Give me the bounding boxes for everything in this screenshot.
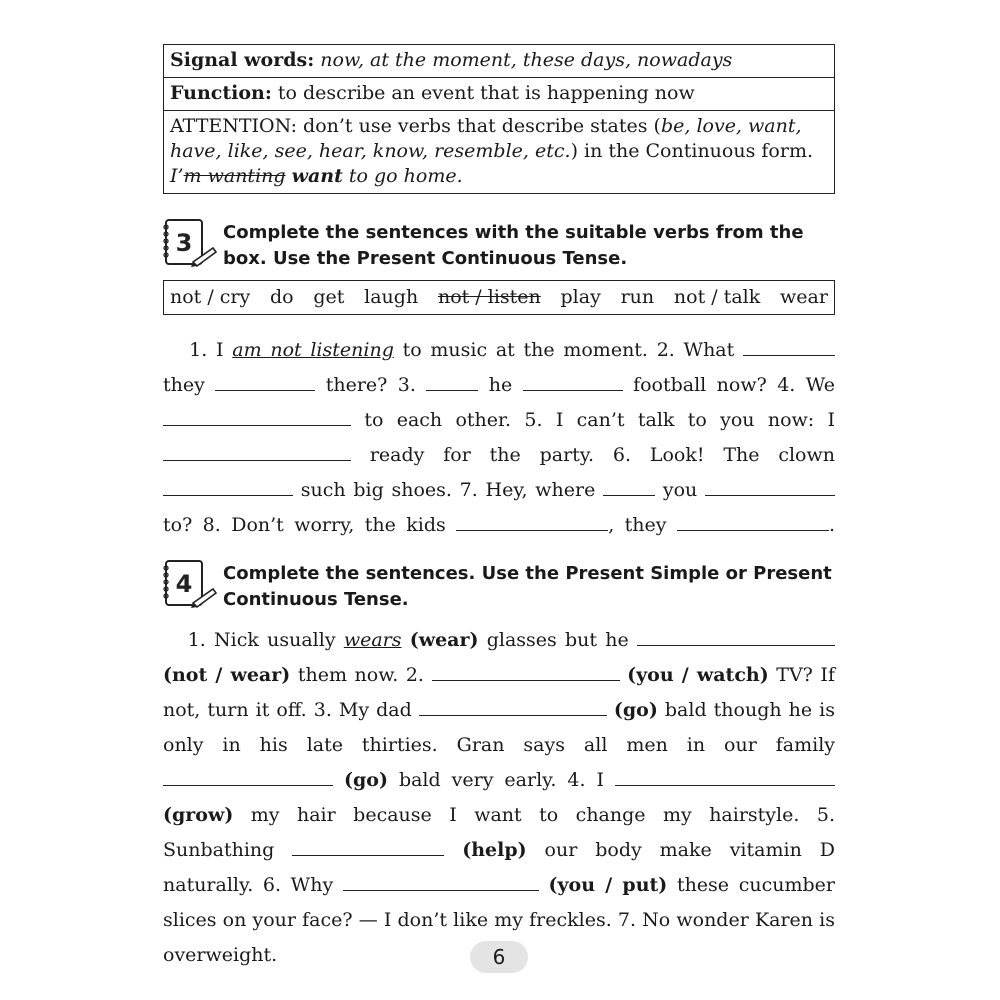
- signal-words: now, at the moment, these days, nowadays: [320, 49, 733, 71]
- verb-prompt: (you / put): [548, 874, 668, 896]
- verb-prompt: (go): [344, 769, 388, 791]
- verb-prompt: (not / wear): [163, 664, 291, 686]
- answer-blank[interactable]: [163, 477, 293, 496]
- word-box-item: play: [560, 286, 601, 308]
- attention-row: [164, 110, 834, 193]
- example-correct: want: [291, 165, 343, 187]
- example-struck: m wanting: [183, 165, 286, 187]
- function-label: Function:: [170, 82, 272, 104]
- answer-blank[interactable]: [523, 372, 623, 391]
- sentence-text: 1. Nick usually: [187, 629, 336, 651]
- word-box-item: wear: [780, 286, 828, 308]
- word-box-item: do: [270, 286, 294, 308]
- verb-prompt: (go): [613, 699, 658, 721]
- verb-prompt: (grow): [163, 804, 234, 826]
- answer-blank[interactable]: [603, 477, 655, 496]
- exercise-3-instruction: Complete the sentences with the suitable verbs from the box. Use the Present Continuous Tense.: [223, 222, 804, 269]
- sentence-text: our body make vitamin D naturally. 6. Why: [163, 839, 835, 896]
- answer-blank[interactable]: [215, 372, 315, 391]
- exercise-4-instruction: Complete the sentences. Use the Present Simple or Present Continuous Tense.: [223, 563, 832, 610]
- sentence-text: such big shoes. 7. Hey, where: [300, 479, 596, 501]
- sentence-text: my hair because I want to change my hairstyle. 5. Sunbathing: [163, 804, 835, 861]
- signal-words-row: [164, 45, 834, 77]
- answer-blank[interactable]: [163, 442, 351, 461]
- word-box-item: laugh: [364, 286, 419, 308]
- answer-blank[interactable]: [343, 872, 539, 891]
- notebook-pencil-icon: [163, 559, 217, 611]
- exercise-3-sentences: [163, 333, 835, 543]
- sentence-text: them now. 2.: [297, 664, 424, 686]
- sentence-text: ready for the party. 6. Look! The clown: [369, 444, 835, 466]
- answer-blank[interactable]: [743, 337, 835, 356]
- answer-blank[interactable]: [637, 627, 835, 646]
- sentence-text: to? 8. Don’t worry, the kids: [163, 514, 446, 536]
- sentence-text: TV? If not, turn it off. 3. My dad: [163, 664, 835, 721]
- sentence-text: glasses but he: [486, 629, 629, 651]
- exercise-4-number: 4: [175, 570, 193, 598]
- example-answer: am not listening: [232, 339, 394, 361]
- attention-label: ATTENTION:: [170, 115, 297, 137]
- verb-prompt: (you / watch): [627, 664, 769, 686]
- example-answer: wears: [343, 629, 402, 651]
- sentence-text: there? 3.: [325, 374, 416, 396]
- function-row: [164, 77, 834, 110]
- sentence-text: he: [488, 374, 513, 396]
- answer-blank[interactable]: [426, 372, 478, 391]
- exercise-3-number: 3: [175, 229, 193, 257]
- state-verbs: be, love, want, have, like, see, hear, know, resemble, etc.: [170, 115, 802, 162]
- word-box-item: get: [313, 286, 345, 308]
- sentence-text: 1. I: [189, 339, 224, 361]
- verb-prompt: (help): [462, 839, 527, 861]
- page-number-badge: [470, 941, 528, 973]
- answer-blank[interactable]: [432, 662, 620, 681]
- sentence-text: bald very early. 4. I: [398, 769, 605, 791]
- attention-text-end: ) in the Continuous form.: [570, 140, 813, 162]
- exercise-3-header: [163, 218, 835, 272]
- sentence-text: they: [163, 374, 205, 396]
- sentence-text: to music at the moment. 2. What: [402, 339, 735, 361]
- sentence-text: .: [828, 514, 835, 536]
- signal-words-label: Signal words:: [170, 49, 315, 71]
- answer-blank[interactable]: [163, 407, 351, 426]
- answer-blank[interactable]: [163, 767, 333, 786]
- sentence-text: to each other. 5. I can’t talk to you now: I: [364, 409, 836, 431]
- answer-blank[interactable]: [677, 512, 829, 531]
- example-start: I’: [170, 165, 184, 187]
- answer-blank[interactable]: [705, 477, 835, 496]
- exercise-4-header: [163, 559, 835, 613]
- function-text: to describe an event that is happening now: [277, 82, 695, 104]
- attention-text: don’t use verbs that describe states (: [303, 115, 661, 137]
- sentence-text: bald though he is only in his late thirties. Gran says all men in our family: [163, 699, 835, 756]
- verb-prompt: (wear): [409, 629, 479, 651]
- sentence-text: , they: [608, 514, 667, 536]
- exercise-4-sentences: [163, 623, 835, 973]
- notebook-pencil-icon: [163, 218, 217, 270]
- sentence-text: you: [662, 479, 698, 501]
- page-number: 6: [492, 945, 506, 969]
- sentence-text: these cucumber slices on your face? — I don’t like my freckles. 7. No wonder Karen is overweight.: [163, 874, 835, 966]
- answer-blank[interactable]: [419, 697, 607, 716]
- example-end: to go home.: [348, 165, 463, 187]
- answer-blank[interactable]: [292, 837, 444, 856]
- grammar-rule-box: [163, 44, 835, 194]
- word-box-item: not / cry: [170, 286, 251, 308]
- word-box-item-used: not / listen: [437, 286, 541, 308]
- answer-blank[interactable]: [456, 512, 608, 531]
- answer-blank[interactable]: [615, 767, 835, 786]
- verb-word-box: [163, 280, 835, 315]
- sentence-text: football now? 4. We: [633, 374, 835, 396]
- worksheet-page: [163, 44, 835, 973]
- word-box-item: run: [620, 286, 655, 308]
- word-box-item: not / talk: [673, 286, 761, 308]
